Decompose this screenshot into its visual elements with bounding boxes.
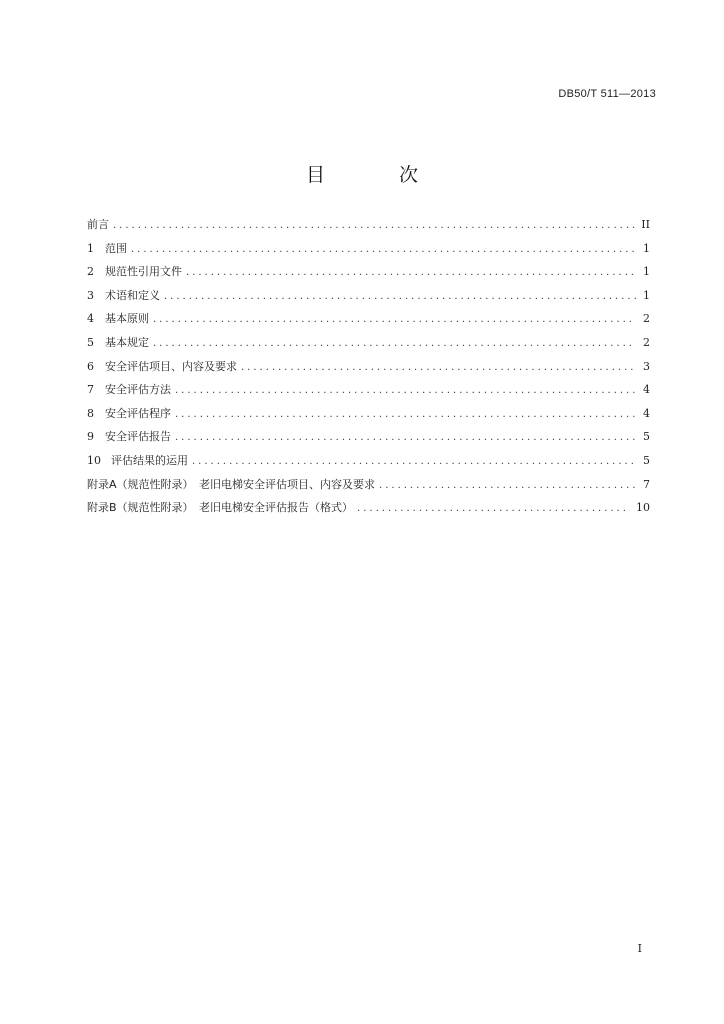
toc-entry-page: 7 xyxy=(643,477,650,491)
toc-entry-label: 评估结果的运用 xyxy=(111,453,188,467)
dot-leader xyxy=(379,479,636,493)
toc-entry-page: 1 xyxy=(643,288,650,302)
toc-entry-number: 3 xyxy=(87,288,94,302)
dot-leader xyxy=(153,337,636,351)
toc-entry-page: 2 xyxy=(643,312,650,326)
dot-leader xyxy=(175,431,636,445)
dot-leader xyxy=(175,384,636,398)
toc-entry-page: 1 xyxy=(643,265,650,279)
toc-entry-appendix-a[interactable] xyxy=(87,478,650,502)
toc-entry-appendix-b[interactable] xyxy=(87,501,650,525)
toc-entry-page: 5 xyxy=(643,430,650,444)
toc-entry-10[interactable] xyxy=(87,454,650,478)
table-of-contents xyxy=(87,218,650,525)
toc-entry-page: II xyxy=(641,218,650,231)
toc-entry-9[interactable] xyxy=(87,430,650,454)
toc-entry-label: 安全评估方法 xyxy=(105,383,171,397)
toc-entry-4[interactable] xyxy=(87,312,650,336)
dot-leader xyxy=(175,408,636,422)
dot-leader xyxy=(186,266,636,280)
toc-entry-page: 1 xyxy=(643,241,650,255)
dot-leader xyxy=(192,455,636,469)
dot-leader xyxy=(113,219,635,233)
toc-entry-number: 10 xyxy=(87,453,101,467)
toc-entry-8[interactable] xyxy=(87,407,650,431)
toc-entry-number: 9 xyxy=(87,430,94,444)
page-number: I xyxy=(637,942,642,955)
toc-entry-5[interactable] xyxy=(87,336,650,360)
toc-entry-page: 4 xyxy=(643,406,650,420)
toc-entry-label: 附录A（规范性附录） 老旧电梯安全评估项目、内容及要求 xyxy=(87,477,376,491)
toc-entry-6[interactable] xyxy=(87,360,650,384)
toc-entry-page: 4 xyxy=(643,383,650,397)
toc-entry-3[interactable] xyxy=(87,289,650,313)
dot-leader xyxy=(357,502,630,516)
dot-leader xyxy=(241,361,636,375)
toc-entry-preface[interactable] xyxy=(87,218,650,242)
toc-entry-label: 规范性引用文件 xyxy=(105,265,182,279)
toc-entry-page: 5 xyxy=(643,453,650,467)
toc-entry-number: 8 xyxy=(87,406,94,420)
toc-entry-number: 5 xyxy=(87,335,94,349)
toc-entry-label: 安全评估报告 xyxy=(105,430,171,444)
dot-leader xyxy=(131,243,636,257)
toc-entry-number: 6 xyxy=(87,359,94,373)
toc-entry-7[interactable] xyxy=(87,383,650,407)
toc-entry-page: 10 xyxy=(636,501,650,515)
toc-entry-label: 前言 xyxy=(87,218,109,231)
dot-leader xyxy=(153,313,636,327)
toc-entry-label: 范围 xyxy=(105,241,127,255)
toc-entry-2[interactable] xyxy=(87,265,650,289)
toc-entry-number: 2 xyxy=(87,265,94,279)
toc-entry-page: 2 xyxy=(643,335,650,349)
dot-leader xyxy=(164,290,636,304)
toc-entry-page: 3 xyxy=(643,359,650,373)
toc-entry-label: 安全评估程序 xyxy=(105,406,171,420)
toc-entry-number: 7 xyxy=(87,383,94,397)
toc-entry-number: 4 xyxy=(87,312,94,326)
toc-entry-number: 1 xyxy=(87,241,94,255)
toc-entry-label: 安全评估项目、内容及要求 xyxy=(105,359,237,373)
toc-entry-label: 术语和定义 xyxy=(105,288,160,302)
toc-entry-1[interactable] xyxy=(87,242,650,266)
toc-entry-label: 基本原则 xyxy=(105,312,149,326)
toc-entry-label: 基本规定 xyxy=(105,335,149,349)
toc-entry-label: 附录B（规范性附录） 老旧电梯安全评估报告（格式） xyxy=(87,501,354,515)
standard-code: DB50/T 511—2013 xyxy=(558,88,656,100)
page-title: 目 次 xyxy=(305,164,453,186)
